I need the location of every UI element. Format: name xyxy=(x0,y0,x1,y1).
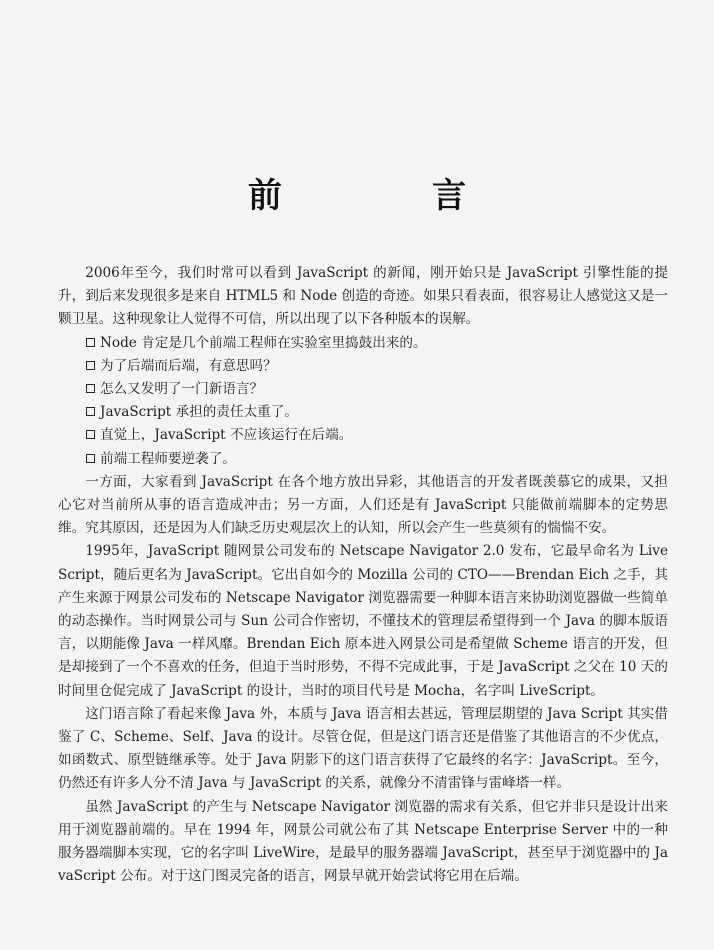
paragraph-intro: 2006年至今，我们时常可以看到 JavaScript 的新闻，刚开始只是 JavaScript 引擎性能的提升，到后来发现很多是来自 HTML5 和 Node 创造的奇迹。如果只看表面，很容易让人感觉这又是一颗卫星。这种现象让人觉得不可信，所以出现了以下各种版本的误解。 xyxy=(58,265,668,328)
list-item: 直觉上，JavaScript 不应该运行在后端。 xyxy=(58,424,668,447)
list-item: 前端工程师要逆袭了。 xyxy=(58,448,668,471)
list-item: 为了后端而后端，有意思吗？ xyxy=(58,355,668,378)
list-item: JavaScript 承担的责任太重了。 xyxy=(58,401,668,424)
list-item: 怎么又发明了一门新语言？ xyxy=(58,378,668,401)
paragraph-2: 1995年，JavaScript 随网景公司发布的 Netscape Navigator 2.0 发布，它最早命名为 LiveScript，随后更名为 JavaScript。它出自如今的 Mozilla 公司的 CTO——Brendan Eich 之手，其产生来源于网景公司发布的 Netscape Navigator 浏览器需要一种脚本语言来协助浏览器做一些简单的动态操作。当时网景公司与 Sun 公司合作密切，不懂技术的管理层希望得到一个 Java 的脚本版语言，以期能像 Java 一样风靡。Brendan Eich 原本进入网景公司是希望做 Scheme 语言的开发，但是却接到了一个不喜欢的任务，但迫于当时形势，不得不完成此事，于是 JavaScript 之父在 10 天的时间里仓促完成了 JavaScript 的设计，当时的项目代号是 Mocha，名字叫 LiveScript。 xyxy=(58,543,668,699)
misconception-list xyxy=(58,332,668,471)
checkbox-square-icon xyxy=(86,430,95,439)
paragraph-4: 虽然 JavaScript 的产生与 Netscape Navigator 浏览器的需求有关系，但它并非只是设计出来用于浏览器前端的。早在 1994 年，网景公司就公布了其 Netscape Enterprise Server 中的一种服务器端脚本实现，它的名字叫 LiveWire，是最早的服务器端 JavaScript，甚至早于浏览器中的 JavaScript 公布。对于这门图灵完备的语言，网景早就开始尝试将它用在后端。 xyxy=(58,798,668,885)
checkbox-square-icon xyxy=(86,454,95,463)
list-item: Node 肯定是几个前端工程师在实验室里捣鼓出来的。 xyxy=(58,332,668,355)
page-title: 前 言 xyxy=(248,176,524,216)
checkbox-square-icon xyxy=(86,361,95,370)
checkbox-square-icon xyxy=(86,384,95,393)
paragraph-1: 一方面，大家看到 JavaScript 在各个地方放出异彩，其他语言的开发者既羡慕它的成果，又担心它对当前所从事的语言造成冲击；另一方面，人们还是有 JavaScript 只能做前端脚本的定势思维。究其原因，还是因为人们缺乏历史观层次上的认知，所以会产生一些莫须有的惴惴不安。 xyxy=(58,473,668,537)
preface-body xyxy=(58,262,668,888)
checkbox-square-icon xyxy=(86,407,95,416)
checkbox-square-icon xyxy=(86,338,95,347)
paragraph-3: 这门语言除了看起来像 Java 外，本质与 Java 语言相去甚远，管理层期望的 Java Script 其实借鉴了 C、Scheme、Self、Java 的设计。尽管仓促，但是这门语言还是借鉴了其他语言的不少优点，如函数式、原型链继承等。处于 Java 阴影下的这门语言获得了它最终的名字：JavaScript。至今，仍然还有许多人分不清 Java 与 JavaScript 的关系，就像分不清雷锋与雷峰塔一样。 xyxy=(58,705,668,792)
